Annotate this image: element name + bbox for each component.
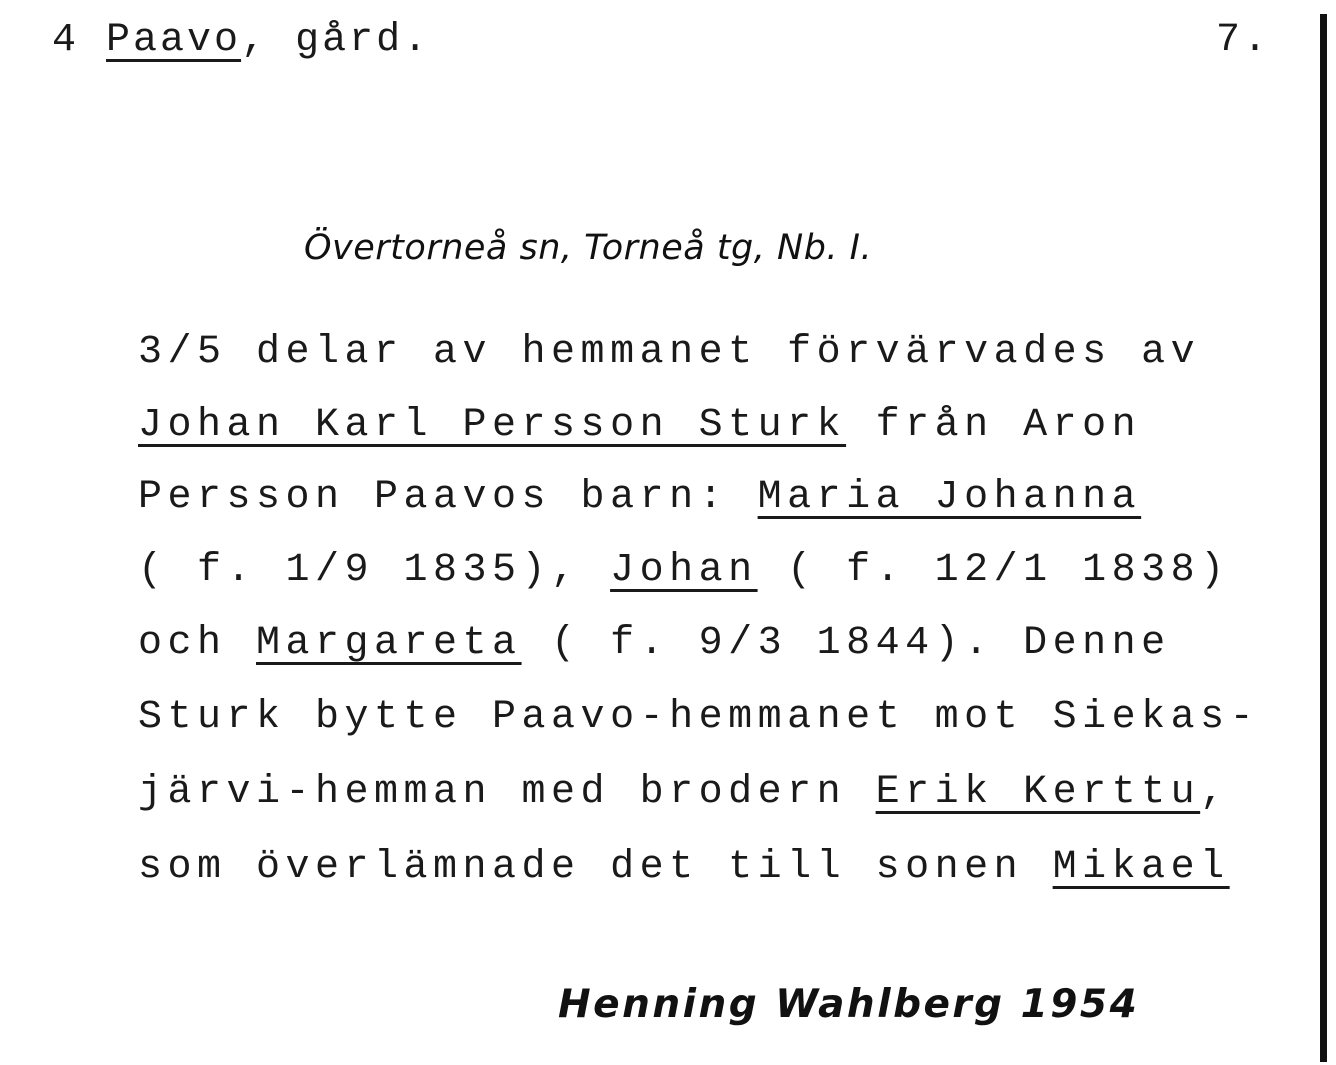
card-number: 4 [52, 18, 80, 63]
text-line-7 [138, 770, 1230, 815]
line-8-text: som överlämnade det till sonen [138, 845, 1053, 890]
line-6-text: Sturk bytte Paavo-hemmanet mot Siekas- [138, 695, 1260, 740]
text-line-4 [138, 548, 1230, 593]
text-line-8 [138, 845, 1230, 890]
person-name-johan: Johan [610, 548, 758, 593]
line-2-text: från Aron [846, 403, 1142, 448]
person-name-erik-kerttu: Erik Kerttu [875, 770, 1201, 815]
text-line-2 [138, 403, 1141, 448]
line-1-text: 3/5 delar av hemmanet förvärvades av [138, 330, 1201, 375]
line-4-text: ( f. 1/9 1835), [138, 548, 611, 593]
person-name-maria-johanna: Maria Johanna [757, 475, 1142, 520]
person-name-margareta: Margareta [256, 621, 522, 666]
card-header [52, 18, 430, 63]
line-7-text: järvi-hemman med brodern [138, 770, 876, 815]
text-line-5 [138, 621, 1171, 666]
line-4-date: ( f. 12/1 1838) [757, 548, 1230, 593]
text-line-1 [138, 330, 1200, 375]
person-name-mikael: Mikael [1052, 845, 1230, 890]
farm-name: Paavo [106, 18, 242, 63]
header-suffix: , gård. [241, 18, 431, 63]
line-5-text: och [138, 621, 257, 666]
line-5-date: ( f. 9/3 1844). Denne [521, 621, 1171, 666]
text-line-3 [138, 475, 1141, 520]
person-name-johan-karl: Johan Karl Persson Sturk [138, 403, 847, 448]
line-7-comma: , [1200, 770, 1230, 815]
text-line-6 [138, 695, 1259, 740]
page-number: 7. [1216, 18, 1271, 63]
card-edge-line [1320, 14, 1327, 1062]
parish-subtitle: Övertorneå sn, Torneå tg, Nb. I. [304, 228, 873, 268]
line-3-text: Persson Paavos barn: [138, 475, 758, 520]
author-signature: Henning Wahlberg 1954 [558, 982, 1140, 1027]
